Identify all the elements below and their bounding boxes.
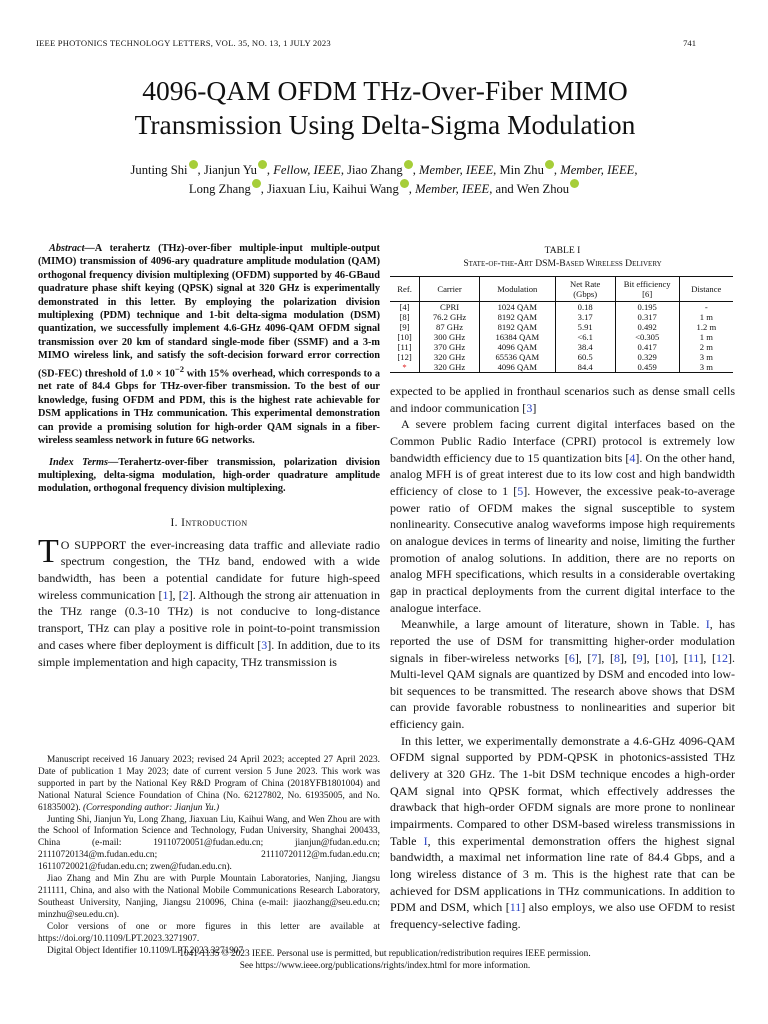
- footnotes: [38, 755, 380, 957]
- index-terms-label: Index Terms: [49, 456, 109, 468]
- table-row: [4] CPRI 1024 QAM 0.18 0.195 -: [390, 302, 733, 313]
- table-row: [11] 370 GHz 4096 QAM 38.4 0.417 2 m: [390, 342, 733, 352]
- author-role: Member, IEEE: [560, 163, 635, 178]
- right-column: [390, 244, 735, 933]
- abstract: Abstract—A terahertz (THz)-over-fiber multiple-input multiple-output (MIMO) transmission of 4096-ary quadrature amplitude modulation (QAM) orthogonal frequency division multiplexing (OFDM) supported by 46-GBaud quadrature phase shift keying (QPSK) signal at 320 GHz is experimentally demonstrated in this letter. By employing the polarization division multiplexing (PDM) technique and 1-bit delta-sigma modulation (DSM) quantization, we successfully implement 4.6-GHz 4096-QAM OFDM signal transmission over 20 km of standard single-mode fiber (SSMF) and a 3-m MIMO wireless link, and satisfy the soft-decision forward error correction (SD-FEC) threshold of $1.0 \times 10^{-2}$ with 15% overhead, which corresponds to a net rate of 84.4 Gbps for THz-over-fiber transmission. To the best of our knowledge, fusing OFDM and PDM, this is the highest rate achievable for DSM applications in THz communication. This experimental demonstration can provide a promising solution for high-order QAM signals in a fiber-wireless seamless network in future 6G networks.: [38, 243, 381, 447]
- footnote-affiliation: Jiao Zhang and Min Zhu are with Purple Mountain Laboratories, Nanjing, Jiangsu 211111, China, and also with the National Mobile Communications Research Laboratory, Southeast University, Nanjing, Jiangsu 210096, China (e-mail: jiaozhang@seu.edu.cn; minzhu@seu.edu.cn).: [38, 874, 380, 920]
- citation-link[interactable]: 2: [182, 587, 189, 602]
- title-line-2: Transmission Using Delta-Sigma Modulation: [134, 109, 636, 140]
- table-row-this-work: * 320 GHz 4096 QAM 84.4 0.459 3 m: [390, 362, 733, 373]
- table-ref-link[interactable]: I: [423, 833, 428, 848]
- citation-link[interactable]: 8: [614, 650, 621, 665]
- exponent: −2: [174, 363, 185, 374]
- table-header-row: [390, 277, 733, 302]
- footnote-affiliation: Junting Shi, Jianjun Yu, Long Zhang, Jiaxuan Liu, Kaihui Wang, and Wen Zhou are with the School of Information Science and Technology, Fudan University, Shanghai 200433, China (e-mail: 19110720051@fudan.edu.cn; jianjun@fudan.edu.cn; 21110720134@m.fudan.edu.cn; 21110720112@m.fudan.edu.cn; 16110720021@fudan.edu.cn; zwen@fudan.edu.cn).: [38, 814, 380, 873]
- table-row: [10] 300 GHz 16384 QAM <6.1 <0.305 1 m: [390, 332, 733, 342]
- section-heading: I. Introduction: [170, 516, 248, 529]
- author-conjunction: and: [495, 182, 514, 197]
- table-caption: State-of-the-Art DSM-Based Wireless Delivery: [463, 258, 662, 269]
- table-header-cell: Bit efficiency [6]: [615, 277, 679, 302]
- comparison-table: [390, 276, 733, 373]
- title-line-1: 4096-QAM OFDM THz-Over-Fiber MIMO: [142, 75, 628, 106]
- copyright-footer: [36, 945, 734, 972]
- orcid-icon[interactable]: [570, 179, 579, 188]
- author-role: Member, IEEE: [419, 163, 494, 178]
- citation-link[interactable]: 5: [517, 483, 524, 498]
- body-paragraph: expected to be applied in fronthaul scenarios such as dense small cells and indoor communication [3]: [390, 384, 735, 415]
- citation-link[interactable]: 12: [716, 650, 729, 665]
- abstract-label: Abstract: [49, 243, 85, 254]
- orcid-icon[interactable]: [252, 179, 261, 188]
- table-label: TABLE I: [544, 245, 581, 256]
- citation-link[interactable]: 3: [261, 637, 268, 652]
- table-header-cell: Carrier: [420, 277, 480, 302]
- citation-link[interactable]: 7: [591, 650, 598, 665]
- table-row: [12] 320 GHz 65536 QAM 60.5 0.329 3 m: [390, 352, 733, 362]
- body-paragraph: A severe problem facing current digital interfaces based on the Common Public Radio Interface (CPRI) protocol is extremely low bandwidth efficiency due to 15 quantization bits [4]. On the other hand, analog MFH is of great interest due to its low cost and high bandwidth efficiency of close to 1 [5]. However, the excessive peak-to-average power ratio of OFDM makes the signal susceptible to system nonlinearity. Consecutive analog waveforms impose high requirements on analogue devices in terms of linearity and noise, limiting the further promotion of analog solutions. In addition, there are no reports on analog MFH specifications, which results in a considerable overtaking gap in practical deployments from the current digital interface to the analogue interface.: [390, 417, 736, 615]
- orcid-icon[interactable]: [545, 160, 554, 169]
- footnote-color: Color versions of one or more figures in this letter are available at https://doi.org/10.1109/LPT.2023.3271907.: [38, 921, 380, 944]
- author-name: Junting Shi: [130, 163, 188, 178]
- author-name: Wen Zhou: [516, 182, 570, 197]
- right-body-text: [390, 383, 735, 933]
- author-name: Jianjun Yu: [203, 163, 257, 178]
- footnote-funding: Manuscript received 16 January 2023; revised 24 April 2023; accepted 27 April 2023. Date of publication 1 May 2023; date of current version 5 June 2023. This work was supported in part by the National Key R&D Program of China (2018YFB1801004) and National Natural Science Foundation of China (No. 62127802, No. 61935005, and No. 61835002). (Corresponding author: Jianjun Yu.): [38, 755, 380, 813]
- author-list: Junting Shi , Jianjun Yu , Fellow, IEEE, Jiao Zhang , Member, IEEE, Min Zhu , Member, IEEE, Long Zhang , Jiaxuan Liu, Kaihui Wang , Member, IEEE, and Wen Zhou: [40, 160, 728, 198]
- orcid-icon[interactable]: [258, 160, 267, 169]
- copyright-line: 1041-1135 © 2023 IEEE. Personal use is permitted, but republication/redistribution requires IEEE permission.: [179, 949, 591, 959]
- rights-line: See https://www.ieee.org/publications/rights/index.html for more information.: [239, 961, 531, 971]
- footnote-doi: Digital Object Identifier 10.1109/LPT.2023.3271907: [47, 945, 244, 956]
- page-number: 741: [683, 38, 696, 48]
- table-header-cell: Modulation: [479, 277, 555, 302]
- intro-paragraph: T O SUPPORT the ever-increasing data traffic and alleviate radio spectrum congestion, the THz band, endowed with a wide bandwidth, has been a potential candidate for future high-speed wireless communication [1], [2]. Although the strong air attenuation in the THz range (0.3-10 THz) is not conducive to long-distance transport, THz can play a positive role in point-to-point transmission and cases where fiber deployment is difficult [3]. In addition, due to its simple implementation and high capacity, THz transmission is: [38, 532, 381, 669]
- paper-title: [36, 74, 734, 142]
- citation-link[interactable]: 10: [659, 650, 672, 665]
- index-terms: Index Terms—Terahertz-over-fiber transmission, polarization division multiplexing, delta-sigma modulation, high-order quadrature amplitude modulation, orthogonal frequency division multiplexing.: [38, 456, 380, 495]
- drop-cap: T: [38, 532, 59, 570]
- running-header: IEEE PHOTONICS TECHNOLOGY LETTERS, VOL. 35, NO. 13, 1 JULY 2023: [36, 38, 331, 48]
- body-paragraph: In this letter, we experimentally demonstrate a 4.6-GHz 4096-QAM OFDM signal supported by PDM-QPSK in photonics-assisted THz delivery at 320 GHz. The 1-bit DSM technique encodes a high-order QAM signal into QPSK format, which effectively addresses the drawback that high-order OFDM signals are more prone to nonlinear impairments. Compared to other DSM-based wireless transmissions in Table I, this experimental demonstration offers the highest signal bandwidth, a maximal net information line rate of 84.4 Gbps, and a long wireless distance of 3 m. This is the highest rate that can be achieved for DSM applications in THz communications. In addition to PDM and DSM, which [11] also employs, we also use OFDM to resist frequency-selective fading.: [390, 733, 736, 931]
- citation-link[interactable]: 4: [629, 450, 636, 465]
- author-role: Fellow, IEEE: [273, 163, 341, 178]
- citation-link[interactable]: 1: [162, 587, 169, 602]
- citation-link[interactable]: 9: [636, 650, 643, 665]
- table-header-cell: Distance: [679, 277, 733, 302]
- body-paragraph: Meanwhile, a large amount of literature, shown in Table. I, has reported the use of DSM for transmitting higher-order modulation signals in fiber-wireless networks [6], [7], [8], [9], [10], [11], [12]. Multi-level QAM signals are quantized by DSM and encoded into low-bit sequences to be transmitted. The research above shows that DSM can provide favorable robustness to nonlinearities and superior bit efficiency gain.: [390, 617, 736, 732]
- author-name: Kaihui Wang: [332, 182, 399, 197]
- author-name: Jiaxuan Liu: [267, 182, 327, 197]
- orcid-icon[interactable]: [404, 160, 413, 169]
- author-name: Jiao Zhang: [347, 163, 403, 178]
- citation-link[interactable]: 3: [526, 400, 533, 415]
- table-header-cell: Ref.: [390, 277, 420, 302]
- orcid-icon[interactable]: [400, 179, 409, 188]
- citation-link[interactable]: 6: [568, 650, 575, 665]
- author-role: Member, IEEE: [415, 182, 490, 197]
- citation-link[interactable]: 11: [509, 900, 522, 915]
- table-header-cell: Net Rate (Gbps): [555, 277, 615, 302]
- this-work-marker: *: [390, 362, 420, 373]
- left-column: [38, 242, 380, 670]
- table-ref-link[interactable]: I: [705, 617, 710, 632]
- orcid-icon[interactable]: [189, 160, 198, 169]
- table-row: [9] 87 GHz 8192 QAM 5.91 0.492 1.2 m: [390, 322, 733, 332]
- citation-link[interactable]: 11: [687, 650, 700, 665]
- author-name: Long Zhang: [188, 182, 251, 197]
- table-row: [8] 76.2 GHz 8192 QAM 3.17 0.317 1 m: [390, 312, 733, 322]
- author-name: Min Zhu: [499, 163, 544, 178]
